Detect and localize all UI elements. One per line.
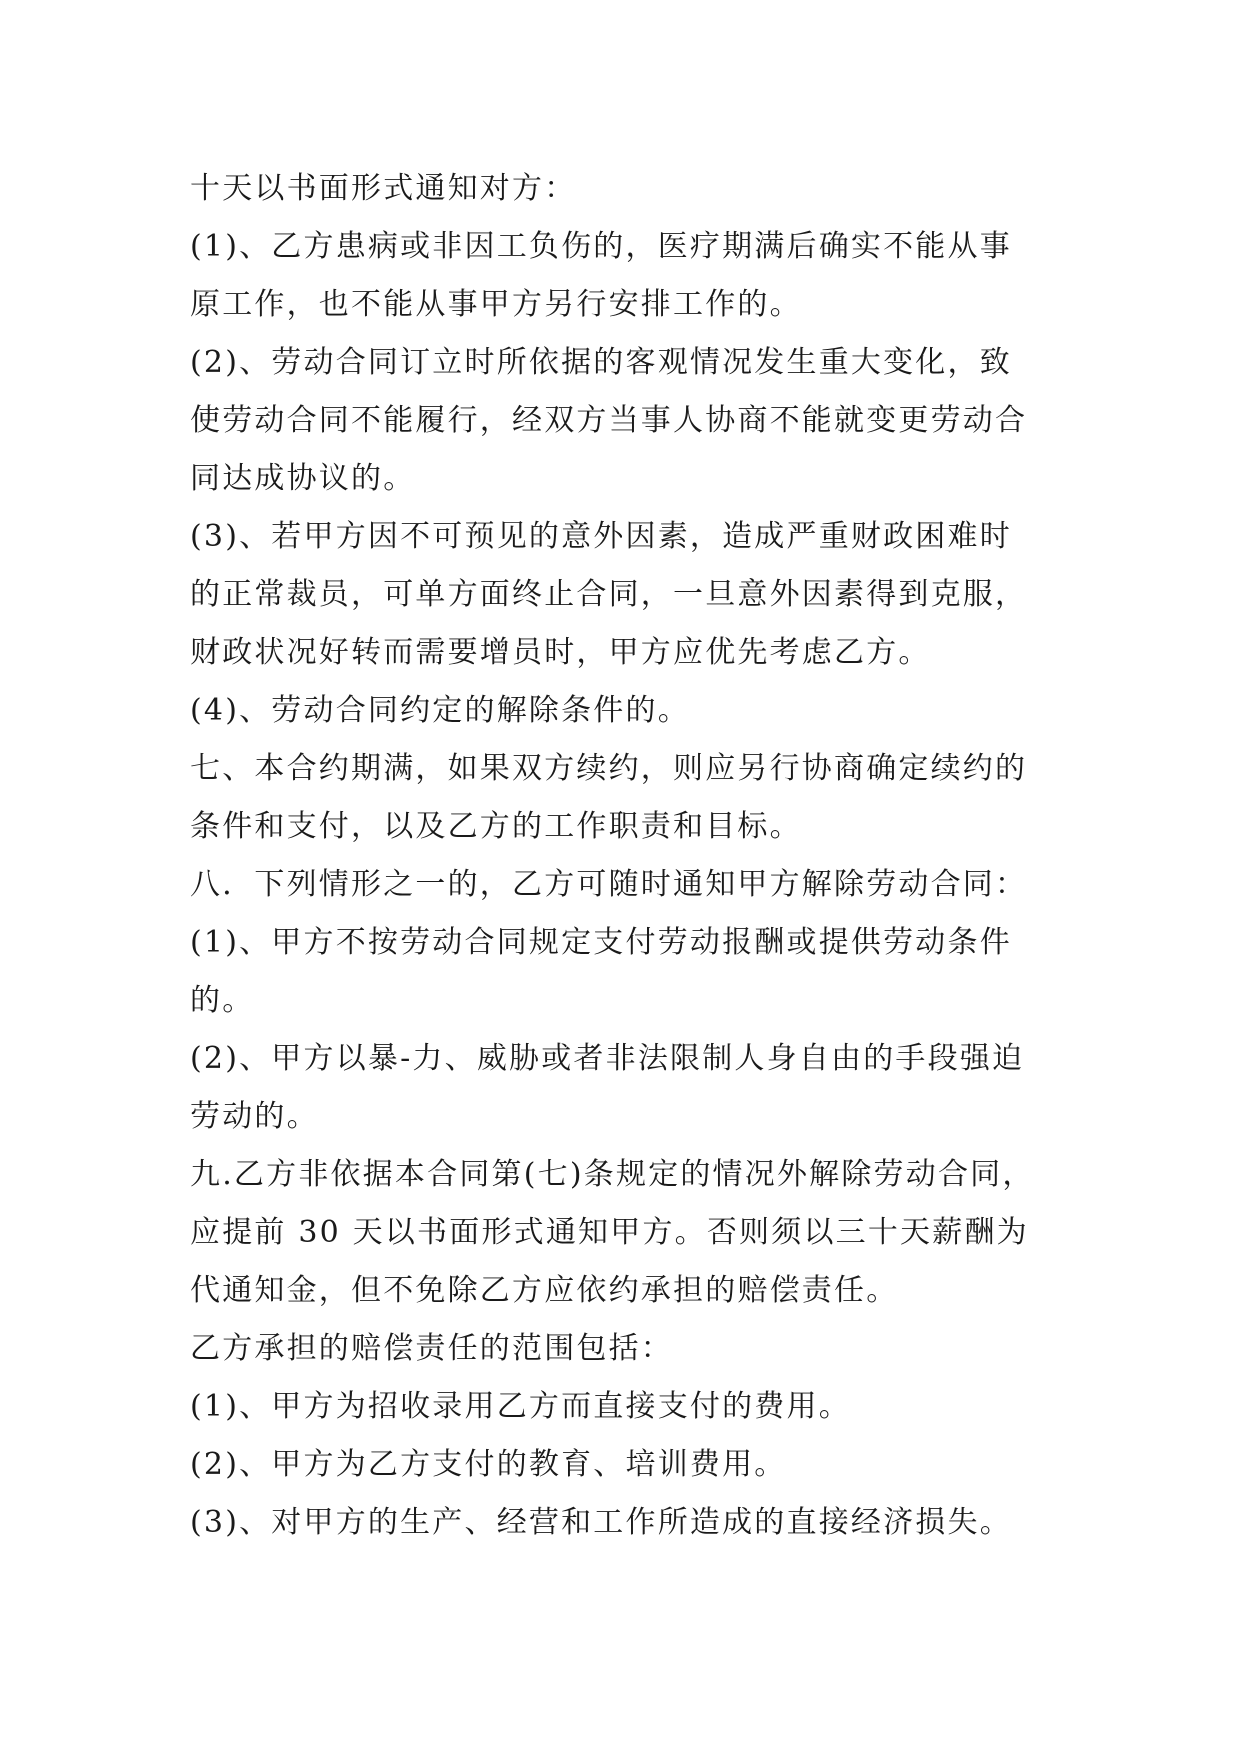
text-line: 的正常裁员，可单方面终止合同，一旦意外因素得到克服， [190,577,1028,612]
text-line: 代通知金，但不免除乙方应依约承担的赔偿责任。 [190,1273,899,1308]
text-line: 七、本合约期满，如果双方续约，则应另行协商确定续约的 [190,751,1028,786]
text-line: (1)、乙方患病或非因工负伤的，医疗期满后确实不能从事 [190,229,1012,264]
text-line: (3)、若甲方因不可预见的意外因素，造成严重财政困难时 [190,519,1012,554]
text-line: 财政状况好转而需要增员时，甲方应优先考虑乙方。 [190,635,931,670]
text-line: 条件和支付，以及乙方的工作职责和目标。 [190,809,802,844]
text-line: (4)、劳动合同约定的解除条件的。 [190,693,690,728]
text-line: 九.乙方非依据本合同第(七)条规定的情况外解除劳动合同， [190,1157,1035,1192]
text-line: (2)、甲方为乙方支付的教育、培训费用。 [190,1447,787,1482]
text-line: (2)、劳动合同订立时所依据的客观情况发生重大变化，致 [190,345,1012,380]
text-line: 乙方承担的赔偿责任的范围包括： [190,1331,673,1366]
text-line: 同达成协议的。 [190,461,416,496]
text-line: 的。 [190,983,255,1018]
text-line: (3)、对甲方的生产、经营和工作所造成的直接经济损失。 [190,1505,1012,1540]
text-line: 八．下列情形之一的，乙方可随时通知甲方解除劳动合同： [190,867,1028,902]
text-line: (1)、甲方不按劳动合同规定支付劳动报酬或提供劳动条件 [190,925,1012,960]
document-body [190,160,1065,1552]
text-line: 劳动的。 [190,1099,319,1134]
text-line: (2)、甲方以暴-力、威胁或者非法限制人身自由的手段强迫 [190,1041,1025,1076]
text-line: 使劳动合同不能履行，经双方当事人协商不能就变更劳动合 [190,403,1028,438]
text-line: 原工作，也不能从事甲方另行安排工作的。 [190,287,802,322]
text-line: (1)、甲方为招收录用乙方而直接支付的费用。 [190,1389,851,1424]
text-line: 十天以书面形式通知对方： [190,171,577,206]
text-line: 应提前 30 天以书面形式通知甲方。否则须以三十天薪酬为 [190,1215,1029,1250]
